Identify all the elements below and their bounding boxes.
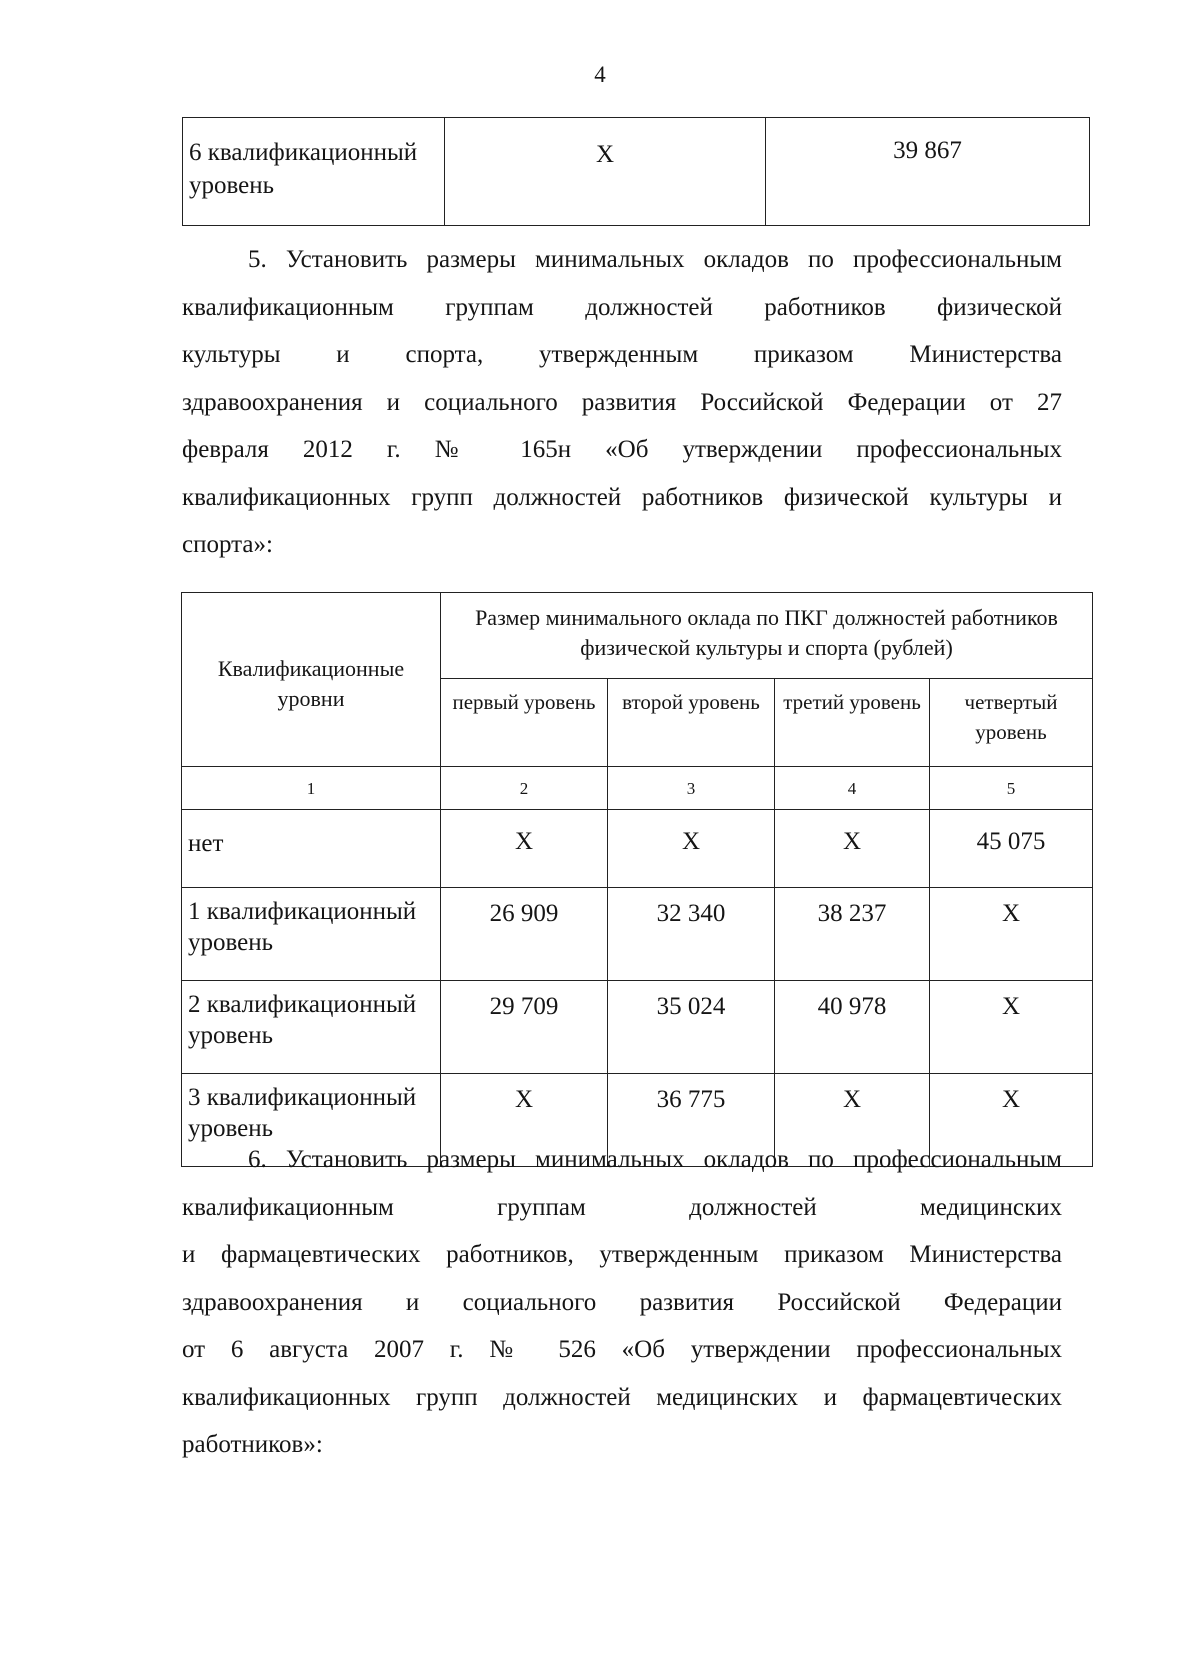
header-level-1: первый уровень [441, 679, 608, 767]
column-number: 2 [441, 767, 608, 810]
table-cell: 32 340 [608, 888, 775, 981]
table-cell: 35 024 [608, 981, 775, 1074]
table-cell: X [930, 1074, 1093, 1167]
header-level-4: четвертый уровень [930, 679, 1093, 767]
row-label: 2 квалификационный уровень [182, 981, 441, 1074]
row-label: 3 квалификационный уровень [182, 1074, 441, 1167]
paragraph-line: и фармацевтических работников, утвержденным приказом Министерства [182, 1241, 1062, 1268]
header-qualification-levels: Квалификационные уровни [182, 593, 441, 767]
table-row [182, 981, 1093, 1074]
table-row [182, 810, 1093, 888]
table-cell: 29 709 [441, 981, 608, 1074]
paragraph-line: квалификационных групп должностей медицинских и фармацевтических [182, 1383, 1062, 1411]
row-label: 1 квалификационный уровень [182, 888, 441, 981]
table-cell: 40 978 [775, 981, 930, 1074]
salary-table [181, 592, 1093, 1167]
paragraph-line: спорта»: [182, 531, 273, 558]
table-cell: X [775, 1074, 930, 1167]
header-salary-size: Размер минимального оклада по ПКГ должностей работников физической культуры и спорта (рублей) [441, 593, 1093, 679]
column-number-row [182, 767, 1093, 810]
table-cell: X [441, 810, 608, 888]
table-cell: X [930, 981, 1093, 1074]
paragraph-line: квалификационных групп должностей работников физической культуры и [182, 483, 1062, 511]
row-label: нет [182, 810, 441, 888]
paragraph-line: здравоохранения и социального развития Российской Федерации [182, 1288, 1062, 1316]
table-cell: 36 775 [608, 1074, 775, 1167]
paragraph-6 [182, 1136, 1062, 1469]
column-number: 4 [775, 767, 930, 810]
paragraph-line: здравоохранения и социального развития Российской Федерации от 27 [182, 388, 1062, 416]
table-row [183, 118, 1090, 226]
column-number: 5 [930, 767, 1093, 810]
page-number: 4 [594, 62, 606, 87]
column-number: 1 [182, 767, 441, 810]
paragraph-5 [182, 236, 1062, 569]
paragraph-line: от 6 августа 2007 г. № 526 «Об утверждении профессиональных [182, 1336, 1062, 1363]
table-cell: X [775, 810, 930, 888]
table-cell: X [441, 1074, 608, 1167]
paragraph-line: квалификационным группам должностей медицинских [182, 1193, 1062, 1221]
paragraph-line: работников»: [182, 1431, 323, 1458]
value-cell: X [445, 118, 766, 226]
column-number: 3 [608, 767, 775, 810]
level-label-cell: 6 квалификационный уровень [183, 118, 445, 226]
continuation-table [182, 117, 1090, 226]
table-cell: 26 909 [441, 888, 608, 981]
paragraph-line: 6. Установить размеры минимальных окладов по профессиональным [248, 1146, 1062, 1173]
paragraph-line: февраля 2012 г. № 165н «Об утверждении профессиональных [182, 436, 1062, 463]
table-header-row [182, 593, 1093, 679]
table-cell: X [608, 810, 775, 888]
paragraph-line: культуры и спорта, утвержденным приказом Министерства [182, 341, 1062, 368]
table-cell: 38 237 [775, 888, 930, 981]
table-cell: 45 075 [930, 810, 1093, 888]
table-row [182, 888, 1093, 981]
paragraph-line: квалификационным группам должностей работников физической [182, 293, 1062, 321]
table-cell: X [930, 888, 1093, 981]
paragraph-line: 5. Установить размеры минимальных окладов по профессиональным [248, 246, 1062, 273]
header-level-3: третий уровень [775, 679, 930, 767]
header-level-2: второй уровень [608, 679, 775, 767]
value-cell: 39 867 [766, 118, 1090, 226]
